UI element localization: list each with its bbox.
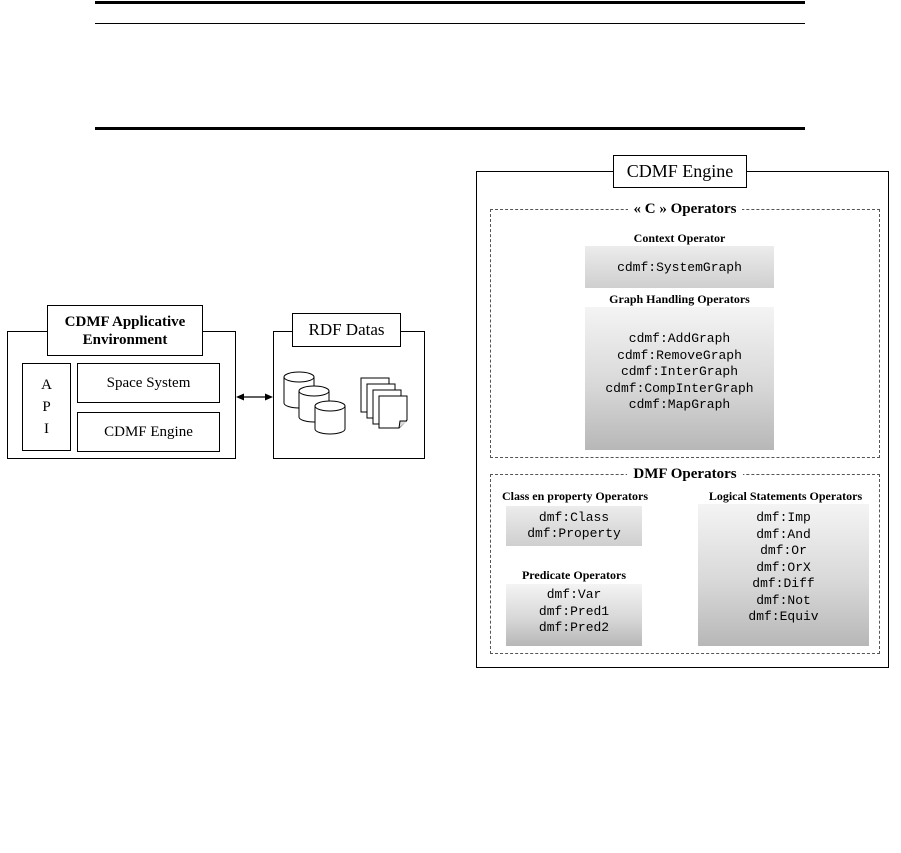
- graph-handling-item: cdmf:AddGraph: [628, 331, 731, 347]
- graph-handling-item: cdmf:RemoveGraph: [617, 347, 742, 363]
- api-letter-i: I: [44, 421, 49, 437]
- graph-handling-item: cdmf:InterGraph: [620, 364, 739, 380]
- context-operator-box: [585, 246, 774, 288]
- predicate-item: dmf:Pred2: [538, 620, 610, 636]
- applicative-environment-title: CDMF Applicative Environment: [47, 305, 203, 356]
- logical-item: dmf:Or: [760, 543, 807, 559]
- context-operator-title: Context Operator: [633, 231, 726, 245]
- space-system-box: Space System: [77, 363, 220, 403]
- cdmf-engine-box: CDMF Engine: [77, 412, 220, 452]
- logical-item: dmf:OrX: [756, 559, 811, 575]
- bottom-rule: [95, 127, 805, 130]
- class-property-box: [506, 506, 642, 546]
- class-property-title: Class en property Operators: [501, 489, 649, 503]
- predicate-box: [506, 584, 642, 646]
- top-rule: [95, 1, 805, 4]
- predicate-title: Predicate Operators: [521, 568, 627, 582]
- class-property-item: dmf:Class: [538, 509, 610, 525]
- logical-item: dmf:Equiv: [748, 609, 819, 625]
- predicate-item: dmf:Var: [546, 587, 602, 603]
- api-letter-a: A: [41, 377, 52, 393]
- header-rule: [95, 23, 805, 24]
- graph-handling-item: cdmf:CompInterGraph: [605, 380, 754, 396]
- graph-handling-item: cdmf:MapGraph: [628, 397, 731, 413]
- cdmf-engine-title: CDMF Engine: [613, 155, 747, 188]
- logical-statements-box: [698, 504, 869, 646]
- api-box: [22, 363, 71, 451]
- logical-item: dmf:Diff: [752, 576, 815, 592]
- rdf-datas-box: [273, 331, 425, 459]
- predicate-item: dmf:Pred1: [538, 603, 610, 619]
- logical-item: dmf:Imp: [756, 510, 811, 526]
- logical-item: dmf:And: [756, 526, 811, 542]
- c-operators-title: « C » Operators: [490, 199, 880, 219]
- graph-handling-box: [585, 307, 774, 450]
- dmf-operators-title: DMF Operators: [490, 464, 880, 484]
- logical-item: dmf:Not: [756, 592, 811, 608]
- context-operator-item: cdmf:SystemGraph: [617, 259, 742, 275]
- class-property-item: dmf:Property: [527, 526, 621, 541]
- rdf-datas-title: RDF Datas: [292, 313, 401, 347]
- api-letter-p: P: [42, 399, 51, 415]
- graph-handling-title: Graph Handling Operators: [609, 292, 750, 306]
- logical-statements-title: Logical Statements Operators: [708, 489, 863, 503]
